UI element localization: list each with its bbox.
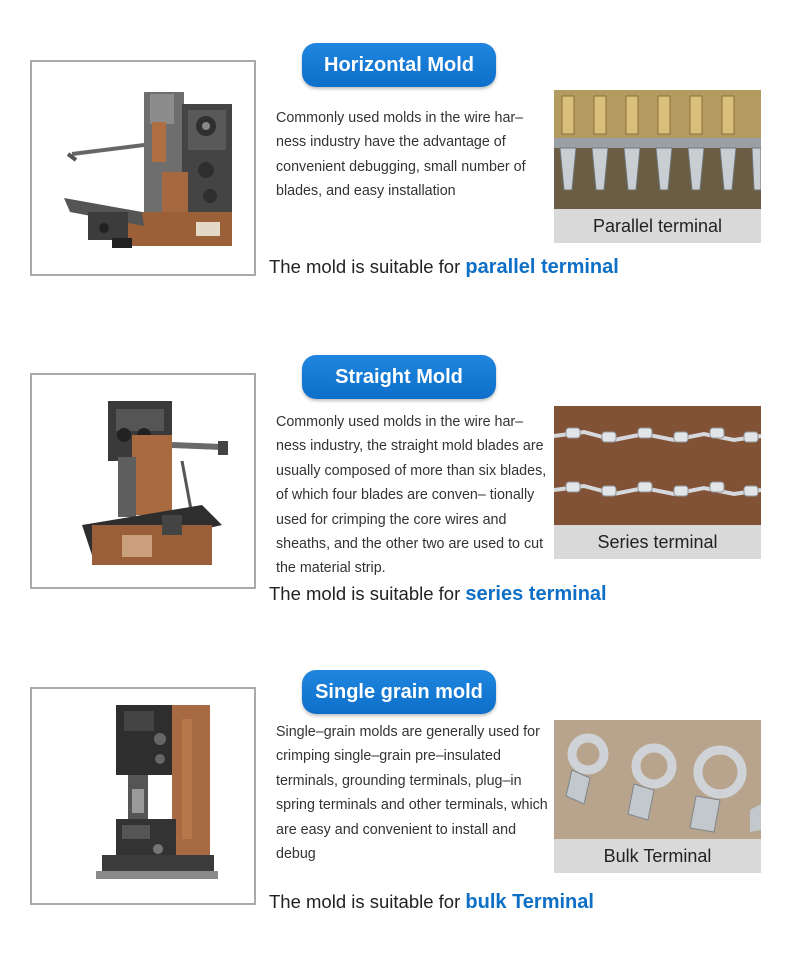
suitable-highlight: bulk Terminal: [465, 891, 594, 913]
suitable-line: [269, 891, 594, 914]
section-title: Straight Mold: [302, 355, 496, 399]
suitable-highlight: parallel terminal: [465, 256, 619, 278]
terminal-caption: Parallel terminal: [554, 209, 761, 243]
suitable-prefix: The mold is suitable for: [269, 583, 461, 604]
section-description: Commonly used molds in the wire har– ness industry have the advantage of convenient debugging, small number of blades, and easy installation: [276, 110, 526, 200]
suitable-line: [269, 583, 607, 606]
section-description: Single–grain molds are generally used for crimping single–grain pre–insulated terminals, grounding terminals, plug–in spring terminals and other terminals, which are easy and convenient to install and debug: [276, 724, 548, 863]
series-terminal-card: [554, 406, 761, 559]
suitable-prefix: The mold is suitable for: [269, 891, 461, 912]
series-terminal-photo: [554, 406, 761, 525]
straight-mold-photo: [30, 373, 256, 589]
section-title: Single grain mold: [302, 670, 496, 714]
section-description: Commonly used molds in the wire har– ness industry, the straight mold blades are usually composed of more than six blades, of which four blades are conven– tionally used for crimping the core wires and sheaths, and the other two are used to cut the material strip.: [276, 414, 547, 577]
single-grain-mold-photo: [30, 687, 256, 905]
terminal-caption: Bulk Terminal: [554, 839, 761, 873]
parallel-terminal-photo: [554, 90, 761, 209]
suitable-prefix: The mold is suitable for: [269, 256, 461, 277]
bulk-terminal-card: [554, 720, 761, 873]
section-title: Horizontal Mold: [302, 43, 496, 87]
terminal-caption: Series terminal: [554, 525, 761, 559]
horizontal-mold-photo: [30, 60, 256, 276]
suitable-line: [269, 256, 619, 279]
bulk-terminal-photo: [554, 720, 761, 839]
parallel-terminal-card: [554, 90, 761, 243]
suitable-highlight: series terminal: [465, 583, 607, 605]
